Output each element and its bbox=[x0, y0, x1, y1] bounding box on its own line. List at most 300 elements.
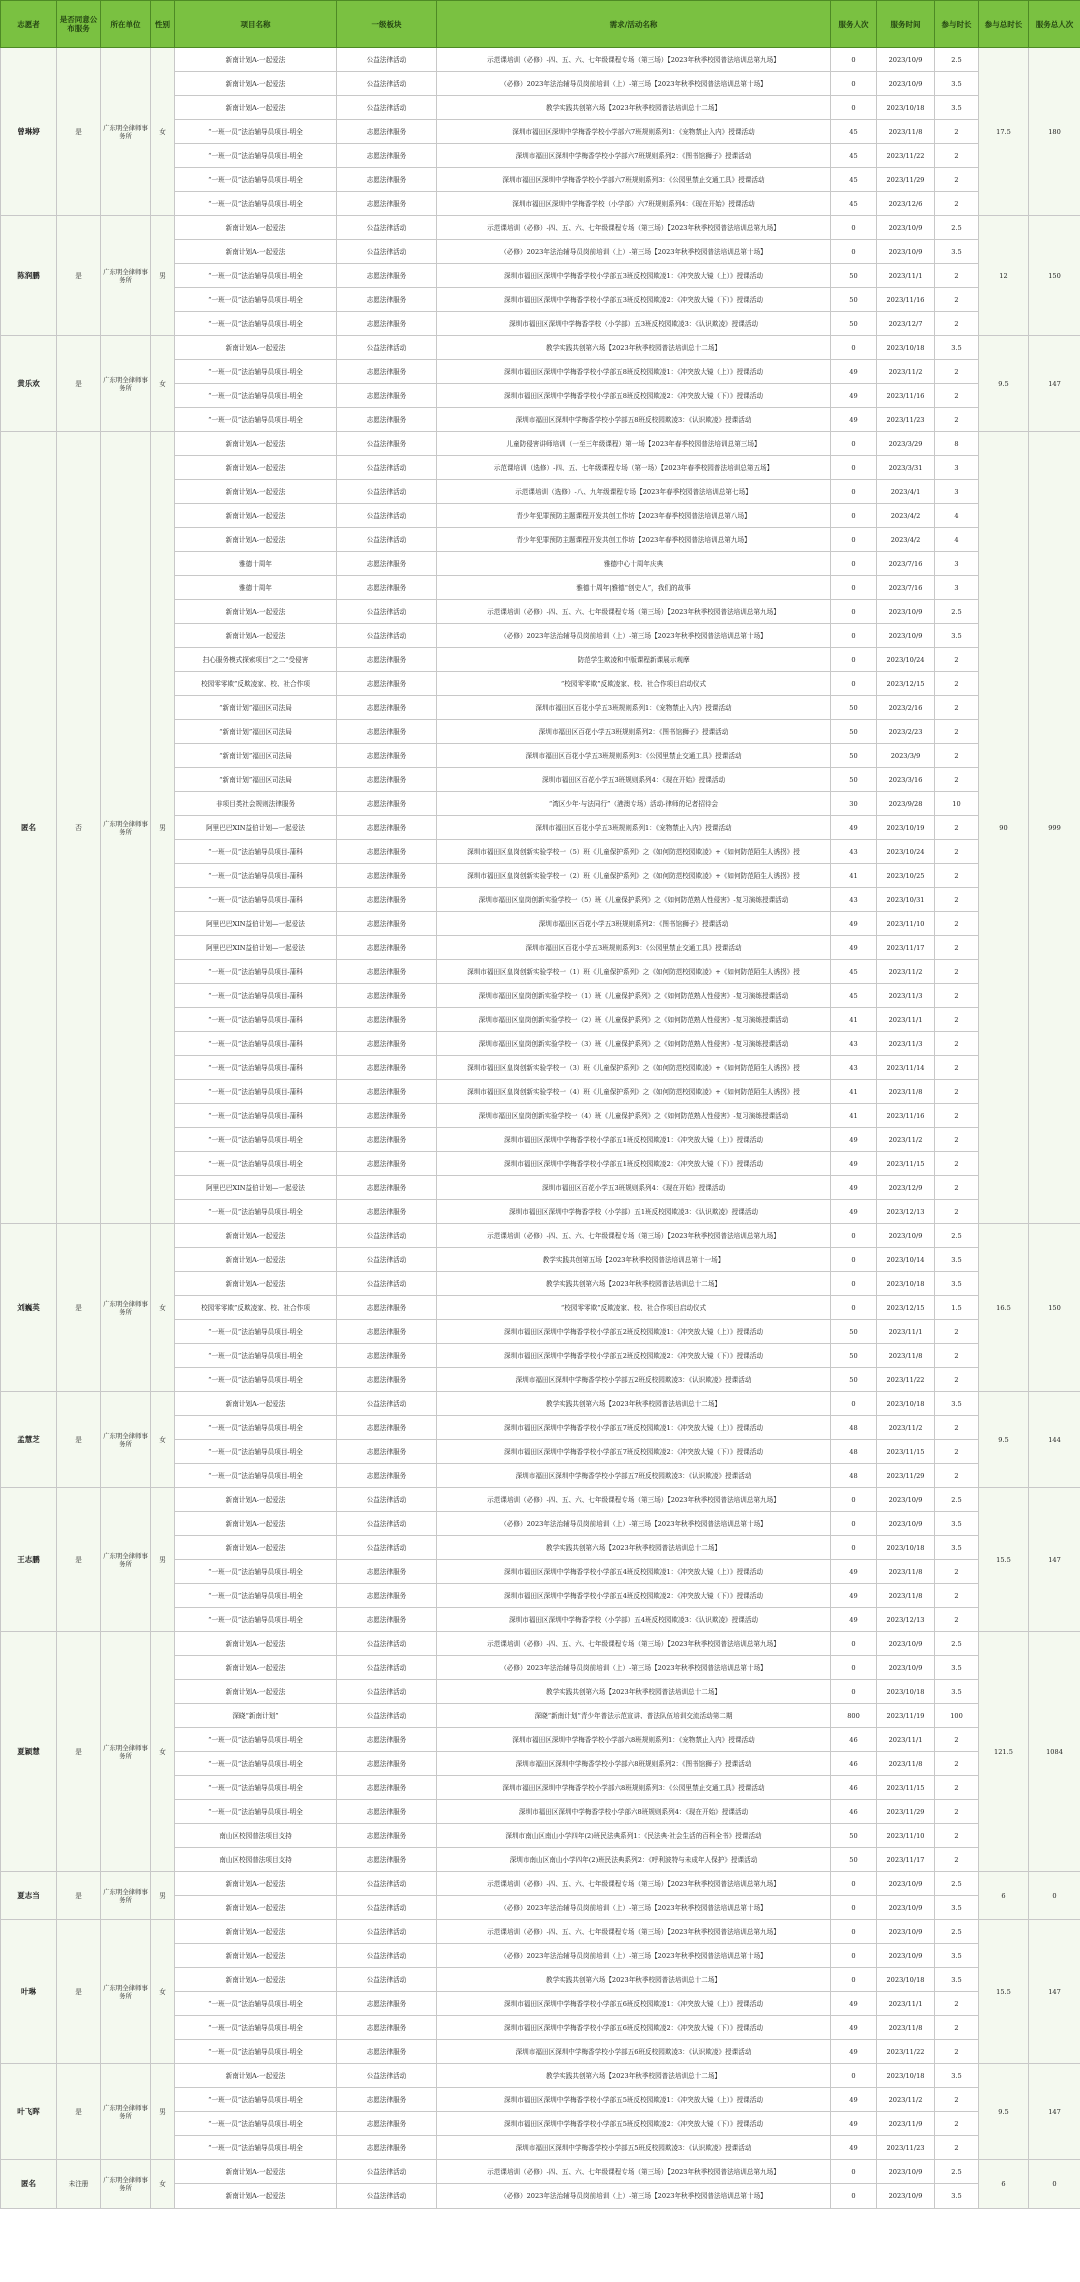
hours-cell: 2 bbox=[935, 696, 979, 720]
activity-name-cell: 示范课培训（必修）-四、五、六、七年级课程专场（第三场）【2023年秋季校园普法培训总第九场】 bbox=[437, 1224, 831, 1248]
service-date-cell: 2023/3/29 bbox=[877, 432, 935, 456]
hours-cell: 1.5 bbox=[935, 1296, 979, 1320]
service-people-cell: 49 bbox=[831, 2136, 877, 2160]
service-people-cell: 49 bbox=[831, 816, 877, 840]
activity-name-cell: 示范课培训（必修）-四、五、六、七年级课程专场（第三场）【2023年秋季校园普法培训总第九场】 bbox=[437, 2160, 831, 2184]
category-cell: 志愿法律服务 bbox=[337, 120, 437, 144]
service-people-cell: 50 bbox=[831, 264, 877, 288]
total-hours-cell: 6 bbox=[979, 2160, 1029, 2209]
service-date-cell: 2023/4/2 bbox=[877, 504, 935, 528]
service-date-cell: 2023/11/16 bbox=[877, 1104, 935, 1128]
service-people-cell: 41 bbox=[831, 864, 877, 888]
header-project-name: 项目名称 bbox=[175, 1, 337, 48]
gender-cell: 女 bbox=[151, 336, 175, 432]
service-date-cell: 2023/10/9 bbox=[877, 1920, 935, 1944]
unit-cell: 广东明全律师事务所 bbox=[101, 1872, 151, 1920]
activity-name-cell: （必修）2023年法治辅导员岗前培训（上）-第三场【2023年秋季校园普法培训总第十场】 bbox=[437, 1896, 831, 1920]
category-cell: 志愿法律服务 bbox=[337, 1104, 437, 1128]
service-people-cell: 0 bbox=[831, 2184, 877, 2209]
project-name-cell: “一班一员”法治辅导员项目-明全 bbox=[175, 1200, 337, 1224]
volunteer-name-cell: 叶飞晖 bbox=[1, 2064, 57, 2160]
header-service-people: 服务人次 bbox=[831, 1, 877, 48]
volunteer-name-cell: 夏志当 bbox=[1, 1872, 57, 1920]
hours-cell: 2.5 bbox=[935, 48, 979, 72]
activity-name-cell: 教学实践共创第六场【2023年秋季校园普法培训总十二场】 bbox=[437, 1272, 831, 1296]
hours-cell: 2 bbox=[935, 1728, 979, 1752]
project-name-cell: “一班一员”法治辅导员项目-蒲科 bbox=[175, 984, 337, 1008]
agree-publish-cell: 是 bbox=[57, 1488, 101, 1632]
service-people-cell: 41 bbox=[831, 1080, 877, 1104]
service-people-cell: 0 bbox=[831, 2064, 877, 2088]
category-cell: 志愿法律服务 bbox=[337, 1440, 437, 1464]
service-people-cell: 0 bbox=[831, 576, 877, 600]
service-people-cell: 49 bbox=[831, 1152, 877, 1176]
service-date-cell: 2023/10/31 bbox=[877, 888, 935, 912]
project-name-cell: 新南计划A-一起爱法 bbox=[175, 1488, 337, 1512]
activity-name-cell: 深圳市福田区深圳中学梅香学校小学部五6班反校园欺凌1：《冲突放大镜（上）》授课活动 bbox=[437, 1992, 831, 2016]
activity-name-cell: “校园零零欺”反欺凌家、校、社合作项目启动仪式 bbox=[437, 672, 831, 696]
service-date-cell: 2023/11/2 bbox=[877, 360, 935, 384]
project-name-cell: 扫心服务模式探索项目”之二“受侵害 bbox=[175, 648, 337, 672]
hours-cell: 2 bbox=[935, 312, 979, 336]
hours-cell: 3 bbox=[935, 552, 979, 576]
table-row bbox=[1, 1488, 1080, 1512]
activity-name-cell: 深圳市福田区深圳中学梅香学校小学部五4班反校园欺凌1：《冲突放大镜（上）》授课活动 bbox=[437, 1560, 831, 1584]
volunteer-name-cell: 夏颖慧 bbox=[1, 1632, 57, 1872]
category-cell: 志愿法律服务 bbox=[337, 360, 437, 384]
service-date-cell: 2023/10/18 bbox=[877, 96, 935, 120]
service-people-cell: 49 bbox=[831, 912, 877, 936]
service-date-cell: 2023/10/18 bbox=[877, 1272, 935, 1296]
activity-name-cell: 教学实践共创第六场【2023年秋季校园普法培训总十二场】 bbox=[437, 96, 831, 120]
service-people-cell: 0 bbox=[831, 1920, 877, 1944]
total-hours-cell: 121.5 bbox=[979, 1632, 1029, 1872]
unit-cell: 广东明全律师事务所 bbox=[101, 2064, 151, 2160]
total-people-cell: 0 bbox=[1029, 2160, 1080, 2209]
activity-name-cell: 雅德十周年|雅德“创史人”，我们的故事 bbox=[437, 576, 831, 600]
service-date-cell: 2023/11/22 bbox=[877, 144, 935, 168]
service-date-cell: 2023/11/8 bbox=[877, 120, 935, 144]
activity-name-cell: 教学实践共创第六场【2023年秋季校园普法培训总十二场】 bbox=[437, 1680, 831, 1704]
service-people-cell: 50 bbox=[831, 768, 877, 792]
hours-cell: 4 bbox=[935, 528, 979, 552]
service-people-cell: 41 bbox=[831, 1008, 877, 1032]
total-hours-cell: 90 bbox=[979, 432, 1029, 1224]
activity-name-cell: 深圳市福田区皇岗创新实验学校一（1）班《儿童保护系列》之《如何防范校园欺凌》+《如何防范陌生人诱拐》授 bbox=[437, 960, 831, 984]
category-cell: 志愿法律服务 bbox=[337, 168, 437, 192]
project-name-cell: “一班一员”法治辅导员项目-明全 bbox=[175, 120, 337, 144]
header-unit: 所在单位 bbox=[101, 1, 151, 48]
hours-cell: 3.5 bbox=[935, 1680, 979, 1704]
service-people-cell: 49 bbox=[831, 408, 877, 432]
service-people-cell: 46 bbox=[831, 1776, 877, 1800]
service-date-cell: 2023/10/9 bbox=[877, 1224, 935, 1248]
service-date-cell: 2023/10/9 bbox=[877, 240, 935, 264]
service-people-cell: 49 bbox=[831, 936, 877, 960]
volunteer-name-cell: 匿名 bbox=[1, 432, 57, 1224]
category-cell: 志愿法律服务 bbox=[337, 552, 437, 576]
activity-name-cell: 深圳市福田区皇岗创新实验学校一（1）班《儿童保护系列》之《如何防范熟人性侵害》-复习演练授课活动 bbox=[437, 984, 831, 1008]
project-name-cell: 新南计划A-一起爱法 bbox=[175, 1392, 337, 1416]
service-date-cell: 2023/11/22 bbox=[877, 1368, 935, 1392]
hours-cell: 3.5 bbox=[935, 1968, 979, 1992]
category-cell: 志愿法律服务 bbox=[337, 1152, 437, 1176]
service-people-cell: 50 bbox=[831, 1824, 877, 1848]
service-date-cell: 2023/10/18 bbox=[877, 1536, 935, 1560]
service-people-cell: 0 bbox=[831, 48, 877, 72]
service-people-cell: 46 bbox=[831, 1800, 877, 1824]
service-people-cell: 45 bbox=[831, 144, 877, 168]
category-cell: 公益法律活动 bbox=[337, 1392, 437, 1416]
agree-publish-cell: 否 bbox=[57, 432, 101, 1224]
project-name-cell: “一班一员”法治辅导员项目-明全 bbox=[175, 1344, 337, 1368]
activity-name-cell: 深圳市福田区深圳中学梅香学校小学部六8班规则系列4：《现在开始》授课活动 bbox=[437, 1800, 831, 1824]
category-cell: 志愿法律服务 bbox=[337, 1584, 437, 1608]
agree-publish-cell: 是 bbox=[57, 1632, 101, 1872]
activity-name-cell: “校园零零欺”反欺凌家、校、社合作项目启动仪式 bbox=[437, 1296, 831, 1320]
volunteer-name-cell: 刘巍英 bbox=[1, 1224, 57, 1392]
hours-cell: 100 bbox=[935, 1704, 979, 1728]
project-name-cell: “一班一员”法治辅导员项目-蒲科 bbox=[175, 1008, 337, 1032]
category-cell: 公益法律活动 bbox=[337, 1488, 437, 1512]
service-date-cell: 2023/3/16 bbox=[877, 768, 935, 792]
table-row bbox=[1, 48, 1080, 72]
hours-cell: 2 bbox=[935, 1368, 979, 1392]
table-row bbox=[1, 1392, 1080, 1416]
category-cell: 志愿法律服务 bbox=[337, 1056, 437, 1080]
gender-cell: 女 bbox=[151, 2160, 175, 2209]
service-people-cell: 0 bbox=[831, 456, 877, 480]
category-cell: 公益法律活动 bbox=[337, 2184, 437, 2209]
project-name-cell: “一班一员”法治辅导员项目-明全 bbox=[175, 2136, 337, 2160]
service-date-cell: 2023/2/23 bbox=[877, 720, 935, 744]
category-cell: 公益法律活动 bbox=[337, 1536, 437, 1560]
header-gender: 性别 bbox=[151, 1, 175, 48]
hours-cell: 2 bbox=[935, 2136, 979, 2160]
category-cell: 志愿法律服务 bbox=[337, 1344, 437, 1368]
category-cell: 公益法律活动 bbox=[337, 1680, 437, 1704]
total-people-cell: 180 bbox=[1029, 48, 1080, 216]
category-cell: 志愿法律服务 bbox=[337, 888, 437, 912]
category-cell: 志愿法律服务 bbox=[337, 720, 437, 744]
service-date-cell: 2023/10/9 bbox=[877, 1632, 935, 1656]
total-people-cell: 1084 bbox=[1029, 1632, 1080, 1872]
hours-cell: 3.5 bbox=[935, 72, 979, 96]
hours-cell: 2 bbox=[935, 1128, 979, 1152]
project-name-cell: 新南计划A-一起爱法 bbox=[175, 2184, 337, 2209]
project-name-cell: “一班一员”法治辅导员项目-蒲科 bbox=[175, 960, 337, 984]
service-people-cell: 0 bbox=[831, 96, 877, 120]
service-people-cell: 0 bbox=[831, 432, 877, 456]
project-name-cell: 新南计划A-一起爱法 bbox=[175, 432, 337, 456]
activity-name-cell: 深圳市福田区皇岗创新实验学校一（5）班《儿童保护系列》之《如何防范熟人性侵害》-复习演练授课活动 bbox=[437, 888, 831, 912]
activity-name-cell: 深圳市福田区深圳中学梅香学校小学部五8班反校园欺凌2：《冲突放大镜（下）》授课活动 bbox=[437, 384, 831, 408]
service-people-cell: 49 bbox=[831, 384, 877, 408]
activity-name-cell: 深圳市福田区皇岗创新实验学校一（2）班《儿童保护系列》之《如何防范校园欺凌》+《如何防范陌生人诱拐》授 bbox=[437, 864, 831, 888]
service-date-cell: 2023/11/16 bbox=[877, 288, 935, 312]
activity-name-cell: 深圳市福田区皇岗创新实验学校一（4）班《儿童保护系列》之《如何防范校园欺凌》+《如何防范陌生人诱拐》授 bbox=[437, 1080, 831, 1104]
category-cell: 志愿法律服务 bbox=[337, 936, 437, 960]
service-people-cell: 0 bbox=[831, 1632, 877, 1656]
service-date-cell: 2023/11/9 bbox=[877, 2112, 935, 2136]
category-cell: 公益法律活动 bbox=[337, 1224, 437, 1248]
total-hours-cell: 15.5 bbox=[979, 1920, 1029, 2064]
hours-cell: 2 bbox=[935, 1440, 979, 1464]
service-date-cell: 2023/11/29 bbox=[877, 168, 935, 192]
project-name-cell: “一班一员”法治辅导员项目-明全 bbox=[175, 2112, 337, 2136]
hours-cell: 3.5 bbox=[935, 1656, 979, 1680]
activity-name-cell: 深圳市福田区深圳中学梅香学校小学部五5班反校园欺凌2：《冲突放大镜（下）》授课活动 bbox=[437, 2112, 831, 2136]
hours-cell: 2 bbox=[935, 1344, 979, 1368]
activity-name-cell: 深圳市福田区百花小学五3班规则系列4：《现在开始》授课活动 bbox=[437, 768, 831, 792]
category-cell: 志愿法律服务 bbox=[337, 864, 437, 888]
service-people-cell: 45 bbox=[831, 168, 877, 192]
project-name-cell: 新南计划A-一起爱法 bbox=[175, 1536, 337, 1560]
category-cell: 志愿法律服务 bbox=[337, 696, 437, 720]
activity-name-cell: 示范课培训（选修）-四、五、七年级课程专场（第一场）【2023年春季校园普法培训总第五场】 bbox=[437, 456, 831, 480]
total-hours-cell: 6 bbox=[979, 1872, 1029, 1920]
service-people-cell: 50 bbox=[831, 744, 877, 768]
category-cell: 公益法律活动 bbox=[337, 1896, 437, 1920]
category-cell: 志愿法律服务 bbox=[337, 1608, 437, 1632]
service-date-cell: 2023/11/29 bbox=[877, 1800, 935, 1824]
service-date-cell: 2023/4/1 bbox=[877, 480, 935, 504]
category-cell: 志愿法律服务 bbox=[337, 144, 437, 168]
service-people-cell: 50 bbox=[831, 1320, 877, 1344]
service-date-cell: 2023/10/9 bbox=[877, 1488, 935, 1512]
activity-name-cell: 深圳市福田区深圳中学梅香学校小学部六7班规则系列1：《宠物禁止入内》授课活动 bbox=[437, 120, 831, 144]
total-people-cell: 0 bbox=[1029, 1872, 1080, 1920]
hours-cell: 2 bbox=[935, 864, 979, 888]
gender-cell: 男 bbox=[151, 432, 175, 1224]
header-hours: 参与时长 bbox=[935, 1, 979, 48]
project-name-cell: 新南计划A-一起爱法 bbox=[175, 1512, 337, 1536]
category-cell: 公益法律活动 bbox=[337, 1248, 437, 1272]
project-name-cell: “一班一员”法治辅导员项目-明全 bbox=[175, 192, 337, 216]
service-people-cell: 0 bbox=[831, 2160, 877, 2184]
table-row bbox=[1, 1920, 1080, 1944]
service-date-cell: 2023/12/15 bbox=[877, 1296, 935, 1320]
hours-cell: 4 bbox=[935, 504, 979, 528]
activity-name-cell: 教学实践共创第六场【2023年秋季校园普法培训总十二场】 bbox=[437, 2064, 831, 2088]
service-date-cell: 2023/10/9 bbox=[877, 1656, 935, 1680]
service-date-cell: 2023/11/2 bbox=[877, 1416, 935, 1440]
hours-cell: 2 bbox=[935, 744, 979, 768]
hours-cell: 2 bbox=[935, 360, 979, 384]
total-people-cell: 147 bbox=[1029, 1488, 1080, 1632]
category-cell: 志愿法律服务 bbox=[337, 1824, 437, 1848]
header-activity-name: 需求/活动名称 bbox=[437, 1, 831, 48]
hours-cell: 3.5 bbox=[935, 1248, 979, 1272]
category-cell: 公益法律活动 bbox=[337, 1512, 437, 1536]
service-people-cell: 0 bbox=[831, 600, 877, 624]
hours-cell: 10 bbox=[935, 792, 979, 816]
category-cell: 志愿法律服务 bbox=[337, 1464, 437, 1488]
project-name-cell: 新南计划A-一起爱法 bbox=[175, 2064, 337, 2088]
hours-cell: 2 bbox=[935, 144, 979, 168]
hours-cell: 8 bbox=[935, 432, 979, 456]
activity-name-cell: （必修）2023年法治辅导员岗前培训（上）-第三场【2023年秋季校园普法培训总第十场】 bbox=[437, 240, 831, 264]
hours-cell: 2 bbox=[935, 2112, 979, 2136]
service-date-cell: 2023/10/25 bbox=[877, 864, 935, 888]
service-date-cell: 2023/11/15 bbox=[877, 1152, 935, 1176]
unit-cell: 广东明全律师事务所 bbox=[101, 432, 151, 1224]
gender-cell: 女 bbox=[151, 1920, 175, 2064]
hours-cell: 2 bbox=[935, 1464, 979, 1488]
project-name-cell: 非项目类社会规则法律服务 bbox=[175, 792, 337, 816]
project-name-cell: 阿里巴巴XIN益伯计划—一起爱法 bbox=[175, 936, 337, 960]
activity-name-cell: 深圳市福田区深圳中学梅香学校小学部五7班反校园欺凌1：《冲突放大镜（上）》授课活动 bbox=[437, 1416, 831, 1440]
table-row bbox=[1, 336, 1080, 360]
service-people-cell: 0 bbox=[831, 1536, 877, 1560]
activity-name-cell: 深圳市福田区深圳中学梅香学校小学部五3班反校园欺凌2：《冲突放大镜（下）》授课活动 bbox=[437, 288, 831, 312]
total-people-cell: 147 bbox=[1029, 2064, 1080, 2160]
service-people-cell: 49 bbox=[831, 1200, 877, 1224]
category-cell: 公益法律活动 bbox=[337, 480, 437, 504]
service-date-cell: 2023/3/31 bbox=[877, 456, 935, 480]
activity-name-cell: 深圳市福田区百花小学五3班规则系列2：《图书馆狮子》授课活动 bbox=[437, 912, 831, 936]
activity-name-cell: 深圳市南山区南山小学四年(2)班民法典系列1：《民法典·社会生活的百科全书》授课活动 bbox=[437, 1824, 831, 1848]
service-date-cell: 2023/11/3 bbox=[877, 1032, 935, 1056]
service-people-cell: 0 bbox=[831, 528, 877, 552]
agree-publish-cell: 是 bbox=[57, 2064, 101, 2160]
hours-cell: 2.5 bbox=[935, 1488, 979, 1512]
hours-cell: 2 bbox=[935, 816, 979, 840]
service-people-cell: 43 bbox=[831, 1032, 877, 1056]
volunteer-name-cell: 匿名 bbox=[1, 2160, 57, 2209]
service-date-cell: 2023/10/18 bbox=[877, 1968, 935, 1992]
hours-cell: 2 bbox=[935, 720, 979, 744]
project-name-cell: “一班一员”法治辅导员项目-明全 bbox=[175, 1464, 337, 1488]
activity-name-cell: 深圳市福田区深圳中学梅香学校小学部五6班反校园欺凌3：《认识欺凌》授课活动 bbox=[437, 2040, 831, 2064]
category-cell: 公益法律活动 bbox=[337, 456, 437, 480]
service-people-cell: 0 bbox=[831, 1944, 877, 1968]
project-name-cell: “一班一员”法治辅导员项目-明全 bbox=[175, 1560, 337, 1584]
category-cell: 志愿法律服务 bbox=[337, 2136, 437, 2160]
hours-cell: 2 bbox=[935, 1416, 979, 1440]
service-people-cell: 0 bbox=[831, 504, 877, 528]
hours-cell: 2 bbox=[935, 1752, 979, 1776]
service-date-cell: 2023/10/9 bbox=[877, 2184, 935, 2209]
unit-cell: 广东明全律师事务所 bbox=[101, 1224, 151, 1392]
volunteer-name-cell: 王志鹏 bbox=[1, 1488, 57, 1632]
category-cell: 公益法律活动 bbox=[337, 504, 437, 528]
category-cell: 志愿法律服务 bbox=[337, 960, 437, 984]
service-people-cell: 41 bbox=[831, 1104, 877, 1128]
gender-cell: 男 bbox=[151, 2064, 175, 2160]
project-name-cell: 阿里巴巴XIN益伯计划—一起爱法 bbox=[175, 912, 337, 936]
service-people-cell: 50 bbox=[831, 1368, 877, 1392]
volunteer-name-cell: 孟慧芝 bbox=[1, 1392, 57, 1488]
hours-cell: 3.5 bbox=[935, 2064, 979, 2088]
project-name-cell: 新南计划A-一起爱法 bbox=[175, 1680, 337, 1704]
activity-name-cell: 深圳市福田区皇岗创新实验学校一（2）班《儿童保护系列》之《如何防范熟人性侵害》-复习演练授课活动 bbox=[437, 1008, 831, 1032]
total-hours-cell: 15.5 bbox=[979, 1488, 1029, 1632]
service-date-cell: 2023/7/16 bbox=[877, 576, 935, 600]
volunteer-name-cell: 黄乐欢 bbox=[1, 336, 57, 432]
hours-cell: 2.5 bbox=[935, 2160, 979, 2184]
category-cell: 公益法律活动 bbox=[337, 624, 437, 648]
unit-cell: 广东明全律师事务所 bbox=[101, 1392, 151, 1488]
unit-cell: 广东明全律师事务所 bbox=[101, 48, 151, 216]
activity-name-cell: 教学实践共创第六场【2023年秋季校园普法培训总十二场】 bbox=[437, 1968, 831, 1992]
project-name-cell: 新南计划A-一起爱法 bbox=[175, 1920, 337, 1944]
activity-name-cell: 深晓“新南计划”青少年普法示范宣讲、普法队伍培训交流活动第二期 bbox=[437, 1704, 831, 1728]
service-date-cell: 2023/9/28 bbox=[877, 792, 935, 816]
category-cell: 志愿法律服务 bbox=[337, 648, 437, 672]
service-date-cell: 2023/11/17 bbox=[877, 936, 935, 960]
service-people-cell: 49 bbox=[831, 1992, 877, 2016]
category-cell: 公益法律活动 bbox=[337, 216, 437, 240]
table-row bbox=[1, 1872, 1080, 1896]
hours-cell: 2 bbox=[935, 912, 979, 936]
project-name-cell: 新南计划A-一起爱法 bbox=[175, 216, 337, 240]
service-people-cell: 0 bbox=[831, 648, 877, 672]
service-people-cell: 0 bbox=[831, 72, 877, 96]
agree-publish-cell: 是 bbox=[57, 336, 101, 432]
category-cell: 志愿法律服务 bbox=[337, 1992, 437, 2016]
service-date-cell: 2023/12/6 bbox=[877, 192, 935, 216]
service-people-cell: 49 bbox=[831, 1608, 877, 1632]
service-people-cell: 50 bbox=[831, 288, 877, 312]
project-name-cell: 新南计划A-一起爱法 bbox=[175, 96, 337, 120]
service-date-cell: 2023/11/1 bbox=[877, 1320, 935, 1344]
service-date-cell: 2023/12/13 bbox=[877, 1608, 935, 1632]
project-name-cell: “一班一员”法治辅导员项目-明全 bbox=[175, 1128, 337, 1152]
service-date-cell: 2023/12/9 bbox=[877, 1176, 935, 1200]
project-name-cell: 新南计划A-一起爱法 bbox=[175, 1248, 337, 1272]
activity-name-cell: 示范课培训（选修）-八、九年级课程专场【2023年春季校园普法培训总第七场】 bbox=[437, 480, 831, 504]
project-name-cell: “一班一员”法治辅导员项目-明全 bbox=[175, 1608, 337, 1632]
category-cell: 志愿法律服务 bbox=[337, 1416, 437, 1440]
category-cell: 公益法律活动 bbox=[337, 1968, 437, 1992]
hours-cell: 2 bbox=[935, 1152, 979, 1176]
hours-cell: 2 bbox=[935, 1176, 979, 1200]
service-people-cell: 0 bbox=[831, 216, 877, 240]
activity-name-cell: 深圳市福田区深圳中学梅香学校小学部五2班反校园欺凌3：《认识欺凌》授课活动 bbox=[437, 1368, 831, 1392]
category-cell: 志愿法律服务 bbox=[337, 840, 437, 864]
category-cell: 志愿法律服务 bbox=[337, 1008, 437, 1032]
service-people-cell: 50 bbox=[831, 312, 877, 336]
category-cell: 志愿法律服务 bbox=[337, 1848, 437, 1872]
project-name-cell: 新南计划A-一起爱法 bbox=[175, 240, 337, 264]
service-date-cell: 2023/10/24 bbox=[877, 840, 935, 864]
category-cell: 志愿法律服务 bbox=[337, 1800, 437, 1824]
project-name-cell: “一班一员”法治辅导员项目-明全 bbox=[175, 1584, 337, 1608]
activity-name-cell: 深圳市福田区皇岗创新实验学校一（3）班《儿童保护系列》之《如何防范校园欺凌》+《如何防范陌生人诱拐》授 bbox=[437, 1056, 831, 1080]
activity-name-cell: 儿童防侵害讲师培训（一至三年级课程）第一场【2023年春季校园普法培训总第三场】 bbox=[437, 432, 831, 456]
category-cell: 公益法律活动 bbox=[337, 240, 437, 264]
gender-cell: 女 bbox=[151, 1632, 175, 1872]
table-row bbox=[1, 1632, 1080, 1656]
service-date-cell: 2023/10/9 bbox=[877, 1944, 935, 1968]
volunteer-name-cell: 叶琳 bbox=[1, 1920, 57, 2064]
service-date-cell: 2023/11/8 bbox=[877, 1344, 935, 1368]
service-date-cell: 2023/10/9 bbox=[877, 216, 935, 240]
service-date-cell: 2023/7/16 bbox=[877, 552, 935, 576]
total-hours-cell: 9.5 bbox=[979, 2064, 1029, 2160]
category-cell: 志愿法律服务 bbox=[337, 744, 437, 768]
hours-cell: 2.5 bbox=[935, 1920, 979, 1944]
total-people-cell: 150 bbox=[1029, 1224, 1080, 1392]
project-name-cell: “一班一员”法治辅导员项目-明全 bbox=[175, 1776, 337, 1800]
project-name-cell: “一班一员”法治辅导员项目-明全 bbox=[175, 1728, 337, 1752]
activity-name-cell: （必修）2023年法治辅导员岗前培训（上）-第三场【2023年秋季校园普法培训总第十场】 bbox=[437, 2184, 831, 2209]
category-cell: 志愿法律服务 bbox=[337, 576, 437, 600]
hours-cell: 3 bbox=[935, 456, 979, 480]
hours-cell: 2 bbox=[935, 120, 979, 144]
service-date-cell: 2023/10/9 bbox=[877, 600, 935, 624]
